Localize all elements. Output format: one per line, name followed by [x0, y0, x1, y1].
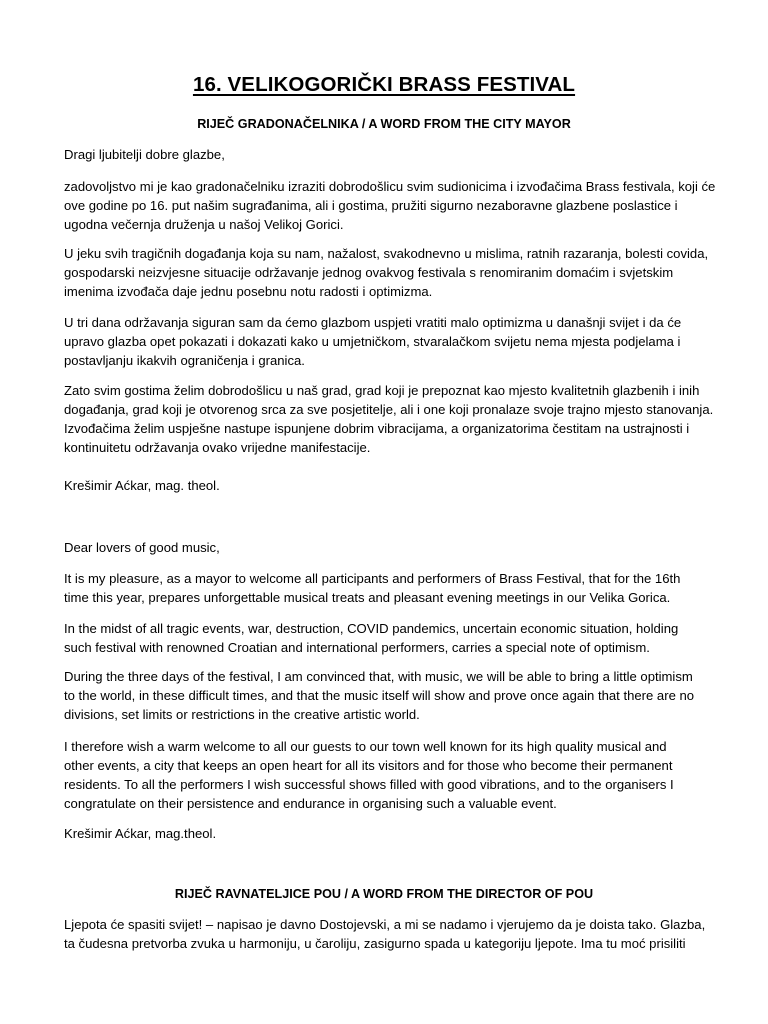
text-line: During the three days of the festival, I am convinced that, with music, we will be able to bring a little optimism	[64, 669, 693, 684]
text-line: zadovoljstvo mi je kao gradonačelniku izraziti dobrodošlicu svim sudionicima i izvođačima Brass festivala, koji će	[64, 179, 716, 194]
text-line: U tri dana održavanja siguran sam da ćemo glazbom uspjeti vratiti malo optimizma u današnji svijet i da će	[64, 315, 682, 330]
text-line: ta čudesna pretvorba zvuka u harmoniju, u čaroliju, zasigurno spada u kategoriju ljepote. Ima tu moć prisiliti	[64, 936, 686, 951]
paragraph-hr-3	[64, 313, 714, 370]
text-line: In the midst of all tragic events, war, destruction, COVID pandemics, uncertain economic situation, holding	[64, 621, 679, 636]
greeting-hr: Dragi ljubitelji dobre glazbe,	[64, 147, 225, 162]
text-line: congratulate on their persistence and endurance in organising such a valuable event.	[64, 796, 557, 811]
text-line: upravo glazba opet pokazati i dokazati kako u umjetničkom, stvaralačkom svijetu nema mjesta podjelama i	[64, 334, 681, 349]
text-line: kontinuitetu održavanja ovako vrijedne manifestacije.	[64, 440, 371, 455]
text-line: U jeku svih tragičnih događanja koja su nam, nažalost, svakodnevno u mislima, ratnih razaranja, bolesti covida,	[64, 246, 709, 261]
text-line: Izvođačima želim uspješne nastupe ispunjene dobrim vibracijama, a organizatorima čestitam na ustrajnosti i	[64, 421, 690, 436]
paragraph-en-4	[64, 737, 714, 813]
text-line: divisions, set limits or restrictions in the creative artistic world.	[64, 707, 420, 722]
paragraph-hr-1	[64, 177, 714, 234]
text-line: događanja, grad koji je otvorenog srca za sve posjetitelje, ali i one koji pronalaze svoje trajno mjesto stanovanja.	[64, 402, 714, 417]
document-title: 16. VELIKOGORIČKI BRASS FESTIVAL	[192, 73, 576, 96]
text-line: I therefore wish a warm welcome to all our guests to our town well known for its high quality musical and	[64, 739, 667, 754]
greeting-en: Dear lovers of good music,	[64, 540, 220, 555]
text-line: such festival with renowned Croatian and international performers, carries a special note of optimism.	[64, 640, 650, 655]
text-line: to the world, in these difficult times, and that the music itself will show and prove once again that there are no	[64, 688, 695, 703]
section-heading-mayor: RIJEČ GRADONAČELNIKA / A WORD FROM THE CITY MAYOR	[197, 117, 571, 131]
paragraph-en-3	[64, 667, 714, 724]
text-line: postavljanju ikakvih ograničenja i granica.	[64, 353, 305, 368]
paragraph-en-2	[64, 619, 714, 657]
text-line: imenima izvođača daje jednu posebnu notu radosti i optimizma.	[64, 284, 433, 299]
text-line: Ljepota će spasiti svijet! – napisao je davno Dostojevski, a mi se nadamo i vjerujemo da je doista tako. Glazba,	[64, 917, 706, 932]
text-line: ove godine po 16. put našim sugrađanima, ali i gostima, pružiti sigurno nezaboravne glazbene poslastice i	[64, 198, 678, 213]
paragraph-en-1	[64, 569, 714, 607]
section-heading-director: RIJEČ RAVNATELJICE POU / A WORD FROM THE DIRECTOR OF POU	[174, 887, 594, 901]
text-line: time this year, prepares unforgettable musical treats and pleasant evening meetings in our Velika Gorica.	[64, 590, 671, 605]
paragraph-hr-2	[64, 244, 714, 301]
text-line: ugodna večernja druženja u našoj Velikoj Gorici.	[64, 217, 344, 232]
signature-hr: Krešimir Aćkar, mag. theol.	[64, 478, 220, 493]
text-line: residents. To all the performers I wish successful shows filled with good vibrations, and to the organisers I	[64, 777, 674, 792]
text-line: Zato svim gostima želim dobrodošlicu u naš grad, grad koji je prepoznat kao mjesto kvalitetnih glazbenih i inih	[64, 383, 700, 398]
text-line: It is my pleasure, as a mayor to welcome all participants and performers of Brass Festival, that for the 16th	[64, 571, 681, 586]
paragraph-hr-4	[64, 381, 714, 457]
text-line: gospodarski neizvjesne situacije održavanje jednog ovakvog festivala s renomiranim domaćim i svjetskim	[64, 265, 674, 280]
text-line: other events, a city that keeps an open heart for all its visitors and for those who become their permanent	[64, 758, 673, 773]
paragraph-director-1	[64, 915, 714, 953]
signature-en: Krešimir Aćkar, mag.theol.	[64, 826, 217, 841]
